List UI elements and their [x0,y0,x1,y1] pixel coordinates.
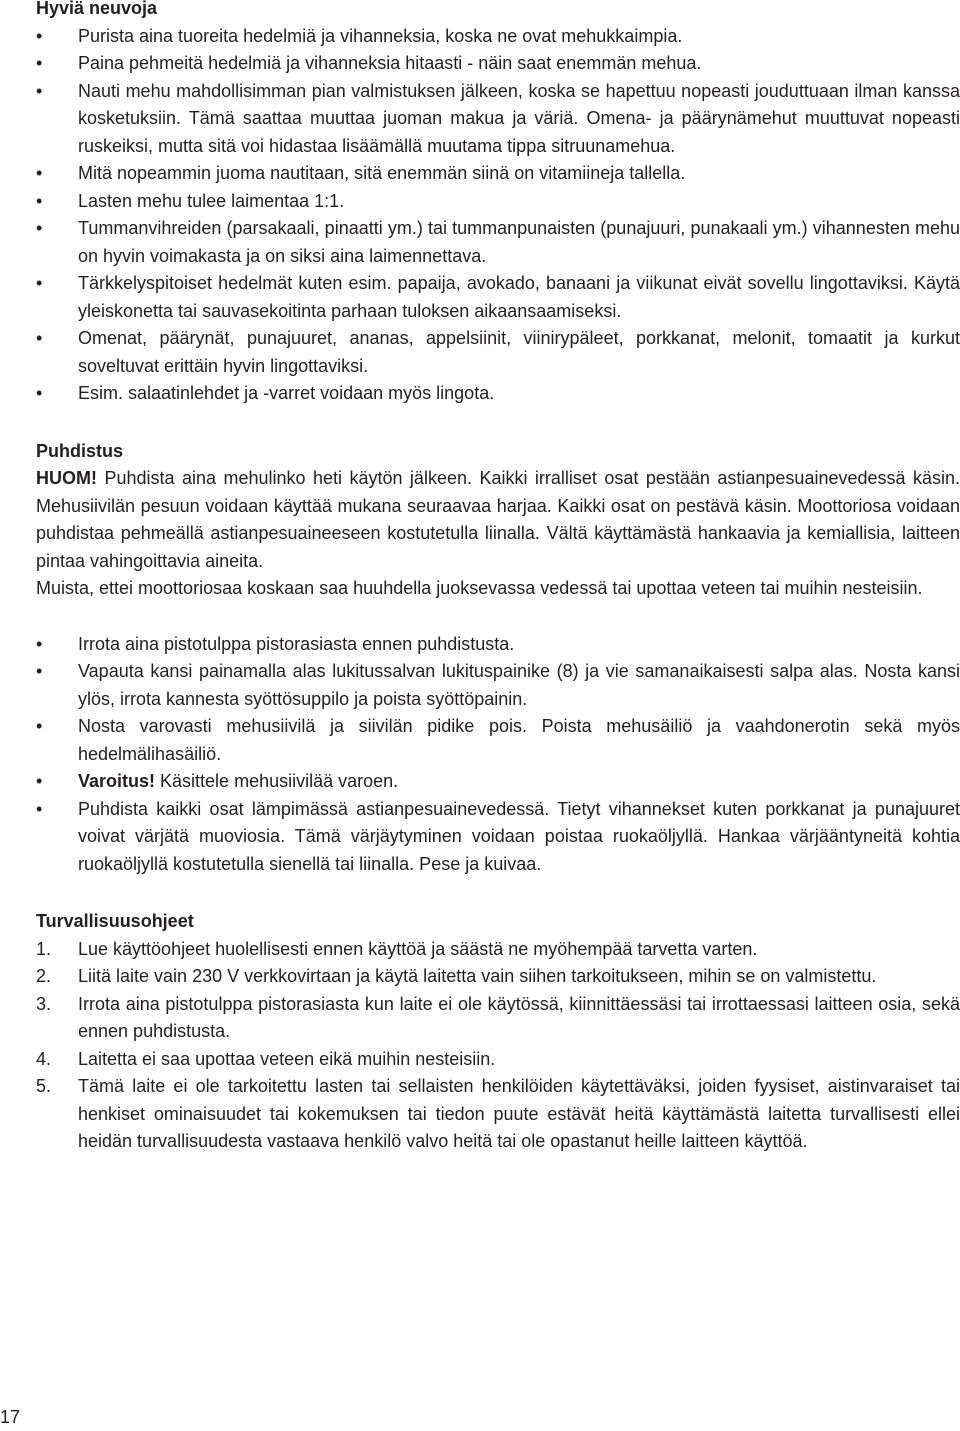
bullet-icon: • [36,25,43,46]
list-item: • Esim. salaatinlehdet ja -varret voidaan myös lingota. [36,380,960,408]
cleaning-heading: Puhdistus [36,440,124,461]
list-item: 3. Irrota aina pistotulppa pistorasiasta kun laite ei ole käytössä, kiinnittäessäsi tai irrottaessasi laitteen osia, sekä ennen puhdistusta. [36,991,960,1046]
bullet-icon: • [36,163,43,183]
note-label: HUOM! [36,468,97,488]
list-item: • Irrota aina pistotulppa pistorasiasta ennen puhdistusta. [36,631,960,659]
list-item: • Puhdista kaikki osat lämpimässä astianpesuainevedessä. Tietyt vihannekset kuten porkkanat ja punajuuret voivat värjätä muoviosia. Tämä värjäytyminen voidaan poistaa ruokaöljyllä. Hankaa värjääntyneitä kohtia ruokaöljyllä kostutetulla sienellä tai liinalla. Pese ja kuivaa. [36,796,960,879]
list-item: • Nauti mehu mahdollisimman pian valmistuksen jälkeen, koska se hapettuu nopeasti jouduttuaan ilman kanssa kosketuksiin. Tämä saattaa muuttaa juoman makua ja väriä. Omena- ja päärynämehut muuttuvat nopeasti ruskeiksi, mutta sitä voi hidastaa lisäämällä muutama tippa sitruunamehua. [36,78,960,161]
bullet-icon: • [36,218,43,238]
bullet-icon: • [36,190,43,211]
cleaning-reminder: Muista, ettei moottoriosaa koskaan saa huuhdella juoksevassa vedessä tai upottaa veteen tai muihin nesteisiin. [36,578,923,598]
note-text: Puhdista aina mehulinko heti käytön jälkeen. Kaikki irralliset osat pestään astianpesuainevedessä käsin. Mehusiivilän pesuun voidaan käyttää mukana seuraavaa harjaa. Kaikki osat on pestävä käsin. Moottoriosa voidaan puhdistaa pehmeällä astianpesuaineeseen kostutetulla liinalla. Vältä käyttämästä hankaavia ja kemiallisia, laitteen pintaa vahingoittavia aineita. [36,468,960,571]
document-page [36,0,960,1156]
list-item: • Nosta varovasti mehusiivilä ja siivilän pidike pois. Poista mehusäiliö ja vaahdonerotin sekä myös hedelmälihasäiliö. [36,713,960,768]
bullet-icon: • [36,771,43,791]
list-item: 4. Laitetta ei saa upottaa veteen eikä muihin nesteisiin. [36,1046,960,1074]
warning-label: Varoitus! [78,771,156,791]
list-item: • Vapauta kansi painamalla alas lukitussalvan lukituspainike (8) ja vie samanaikaisesti salpa alas. Nosta kansi ylös, irrota kannesta syöttösuppilo ja poista syöttöpainin. [36,658,960,713]
list-item: • Omenat, päärynät, punajuuret, ananas, appelsiinit, viinirypäleet, porkkanat, melonit, tomaatit ja kurkut soveltuvat erittäin hyvin lingottaviksi. [36,325,960,380]
list-item: • Paina pehmeitä hedelmiä ja vihanneksia hitaasti - näin saat enemmän mehua. [36,50,960,78]
list-item: 5. Tämä laite ei ole tarkoitettu lasten tai sellaisten henkilöiden käytettäväksi, joiden fyysiset, aistinvaraiset tai henkiset ominaisuudet tai kokemuksen tai tiedon puute estävät heitä käyttämästä laitetta turvallisesti ellei heidän turvallisuudesta vastaava henkilö valvo heitä tai ole opastanut heille laitteen käyttöä. [36,1073,960,1156]
item-number: 2. [36,966,52,986]
safety-heading: Turvallisuusohjeet [36,911,194,931]
list-item: • Mitä nopeammin juoma nautitaan, sitä enemmän siinä on vitamiineja tallella. [36,160,960,188]
bullet-icon: • [36,633,43,654]
item-number: 1. [36,938,52,959]
tips-heading: Hyviä neuvoja [36,0,158,18]
warning-text: Käsittele mehusiivilää varoen. [155,771,399,791]
tips-list [36,23,960,408]
page-number: 17 [0,1407,21,1427]
safety-list [36,936,960,1156]
list-item: 1. Lue käyttöohjeet huolellisesti ennen käyttöä ja säästä ne myöhempää tarvetta varten. [36,936,960,964]
item-number: 3. [36,993,52,1014]
cleaning-steps-list [36,631,960,879]
bullet-icon: • [36,716,43,736]
list-item: • Lasten mehu tulee laimentaa 1:1. [36,188,960,216]
cleaning-note [36,465,960,575]
item-number: 5. [36,1076,52,1096]
bullet-icon: • [36,798,43,819]
bullet-icon: • [36,53,43,73]
list-item: • Purista aina tuoreita hedelmiä ja vihanneksia, koska ne ovat mehukkaimpia. [36,23,960,51]
list-item [36,768,960,796]
bullet-icon: • [36,383,43,403]
bullet-icon: • [36,661,43,681]
list-item: • Tärkkelyspitoiset hedelmät kuten esim. papaija, avokado, banaani ja viikunat eivät sovellu lingottaviksi. Käytä yleiskonetta tai sauvasekoitinta parhaan tuloksen aikaansaamiseksi. [36,270,960,325]
list-item: • Tummanvihreiden (parsakaali, pinaatti ym.) tai tummanpunaisten (punajuuri, punakaali ym.) vihannesten mehu on hyvin voimakasta ja on siksi aina laimennettava. [36,215,960,270]
bullet-icon: • [36,273,43,293]
bullet-icon: • [36,80,43,101]
list-item: 2. Liitä laite vain 230 V verkkovirtaan ja käytä laitetta vain siihen tarkoitukseen, mihin se on valmistettu. [36,963,960,991]
item-number: 4. [36,1048,52,1069]
bullet-icon: • [36,328,43,348]
